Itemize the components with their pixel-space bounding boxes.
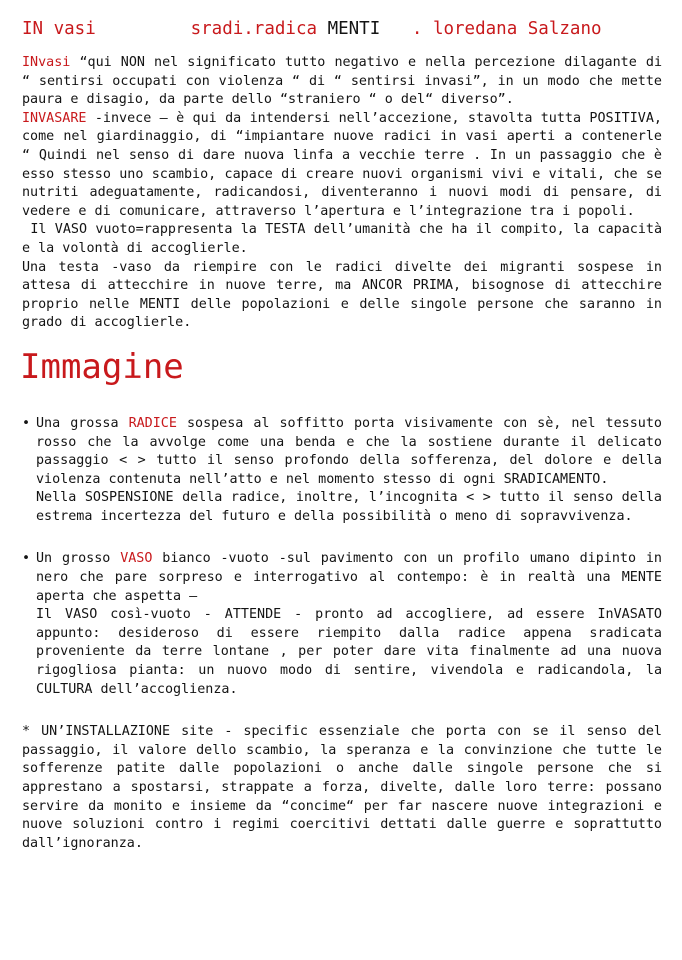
bullet-vaso-continuation: Il VASO così-vuoto - ATTENDE - pronto ad accogliere, ad essere InVASATO appunto: desideroso di essere riempito dalla radice appena sradicata proveniente da terre lontane , per poter dare vita finalmente ad una nuova rigogliosa pianta: un nuovo modo di sentire, vivendola e radicandola, la CULTURA dell’accoglienza.	[36, 607, 662, 697]
header-middle-red: sradi.radica	[190, 19, 318, 39]
bullet-vaso	[22, 550, 662, 606]
bullet-radice-text	[36, 415, 662, 489]
closing-paragraph: * UN’INSTALLAZIONE site - specific essenziale che porta con se il senso del passaggio, il valore dello scambio, la speranza e la convinzione che tutte le sofferenze patite dalle popolazioni o anche dalle singole persone che si apprestano a spostarsi, strappate a forza, divelte, dalle loro terre: possano servire da monito e insieme da “concime“ per far nascere nuove integrazioni e nuove soluzioni contro i regimi coercitivi dettati dalle guerre e soprattutto dall’ignoranza.	[22, 724, 662, 851]
header-line	[22, 18, 662, 40]
intro-p1-text: “qui NON nel significato tutto negativo e nella percezione dilagante di “ sentirsi occupati con violenza “ di “ sentirsi invasi”, in un modo che mette paura e disagio, da parte dello “straniero “ o del“ diverso”.	[22, 55, 662, 108]
bullet-radice-continuation: Nella SOSPENSIONE della radice, inoltre, l’incognita < > tutto il senso della estrema incertezza del futuro e della possibilità o meno di sopravvivenza.	[36, 490, 662, 524]
term-radice: RADICE	[128, 415, 177, 431]
spacer	[22, 526, 662, 544]
spacer	[22, 699, 662, 717]
header-author: . loredana Salzano	[411, 19, 602, 39]
term-vaso: VASO	[120, 551, 153, 567]
intro-paragraph-invasi	[22, 54, 662, 110]
intro-p2-text: -invece – è qui da intendersi nell’accezione, stavolta tutta POSITIVA, come nel giardinaggio, di “impiantare nuove radici in vasi aperti a contenerle “ Quindi nel senso di dare nuova linfa a vecchie terre . In un passaggio che è esso stesso uno scambio, capace di creare nuovi organismi vivi e vitali, che se nutriti adeguatamente, radicandosi, diventeranno i nuovi modi di pensare, di vedere e di comunicare, attraverso l’apertura e l’integrazione tra i popoli.	[22, 110, 662, 219]
intro-paragraph-vaso: Il VASO vuoto=rappresenta la TESTA dell’umanità che ha il compito, la capacità e la volontà di accoglierle.	[22, 222, 671, 256]
intro-paragraph-invasare	[22, 110, 662, 222]
bullet-list-2	[22, 550, 662, 606]
bullet-radice-before: Una grossa	[36, 415, 129, 431]
bullet-vaso-before: Un grosso	[36, 551, 121, 567]
term-invasare: INVASARE	[22, 110, 87, 126]
term-invasi: INvasi	[22, 55, 71, 70]
bullet-radice-after: sospesa al soffitto porta visivamente con sè, nel tessuto rosso che la avvolge come una benda e che la sostiene durante il delicato passaggio < > tutto il senso profondo della sofferenza, del dolore e della violenza contenuta nell’atto e nel momento stesso di ogni SRADICAMENTO.	[36, 415, 662, 487]
intro-paragraph-testa: Una testa -vaso da riempire con le radici divelte dei migranti sospese in attesa di attecchire in nuove terre, ma ANCOR PRIMA, bisognose di attecchire proprio nelle MENTI delle popolazioni e delle singole persone che saranno in grado di accoglierle.	[22, 259, 662, 331]
bullet-list	[22, 415, 662, 489]
bullet-vaso-after: bianco -vuoto -sul pavimento con un profilo umano dipinto in nero che pare sorpreso e interrogativo al contempo: è in realtà una MENTE aperta che aspetta –	[36, 551, 662, 604]
bullet-vaso-text	[36, 550, 662, 606]
section-title: Immagine	[20, 346, 184, 387]
header-middle-dark: MENTI	[327, 19, 381, 39]
header-left: IN vasi	[22, 19, 96, 39]
document-page	[20, 18, 671, 853]
bullet-radice	[22, 415, 662, 489]
